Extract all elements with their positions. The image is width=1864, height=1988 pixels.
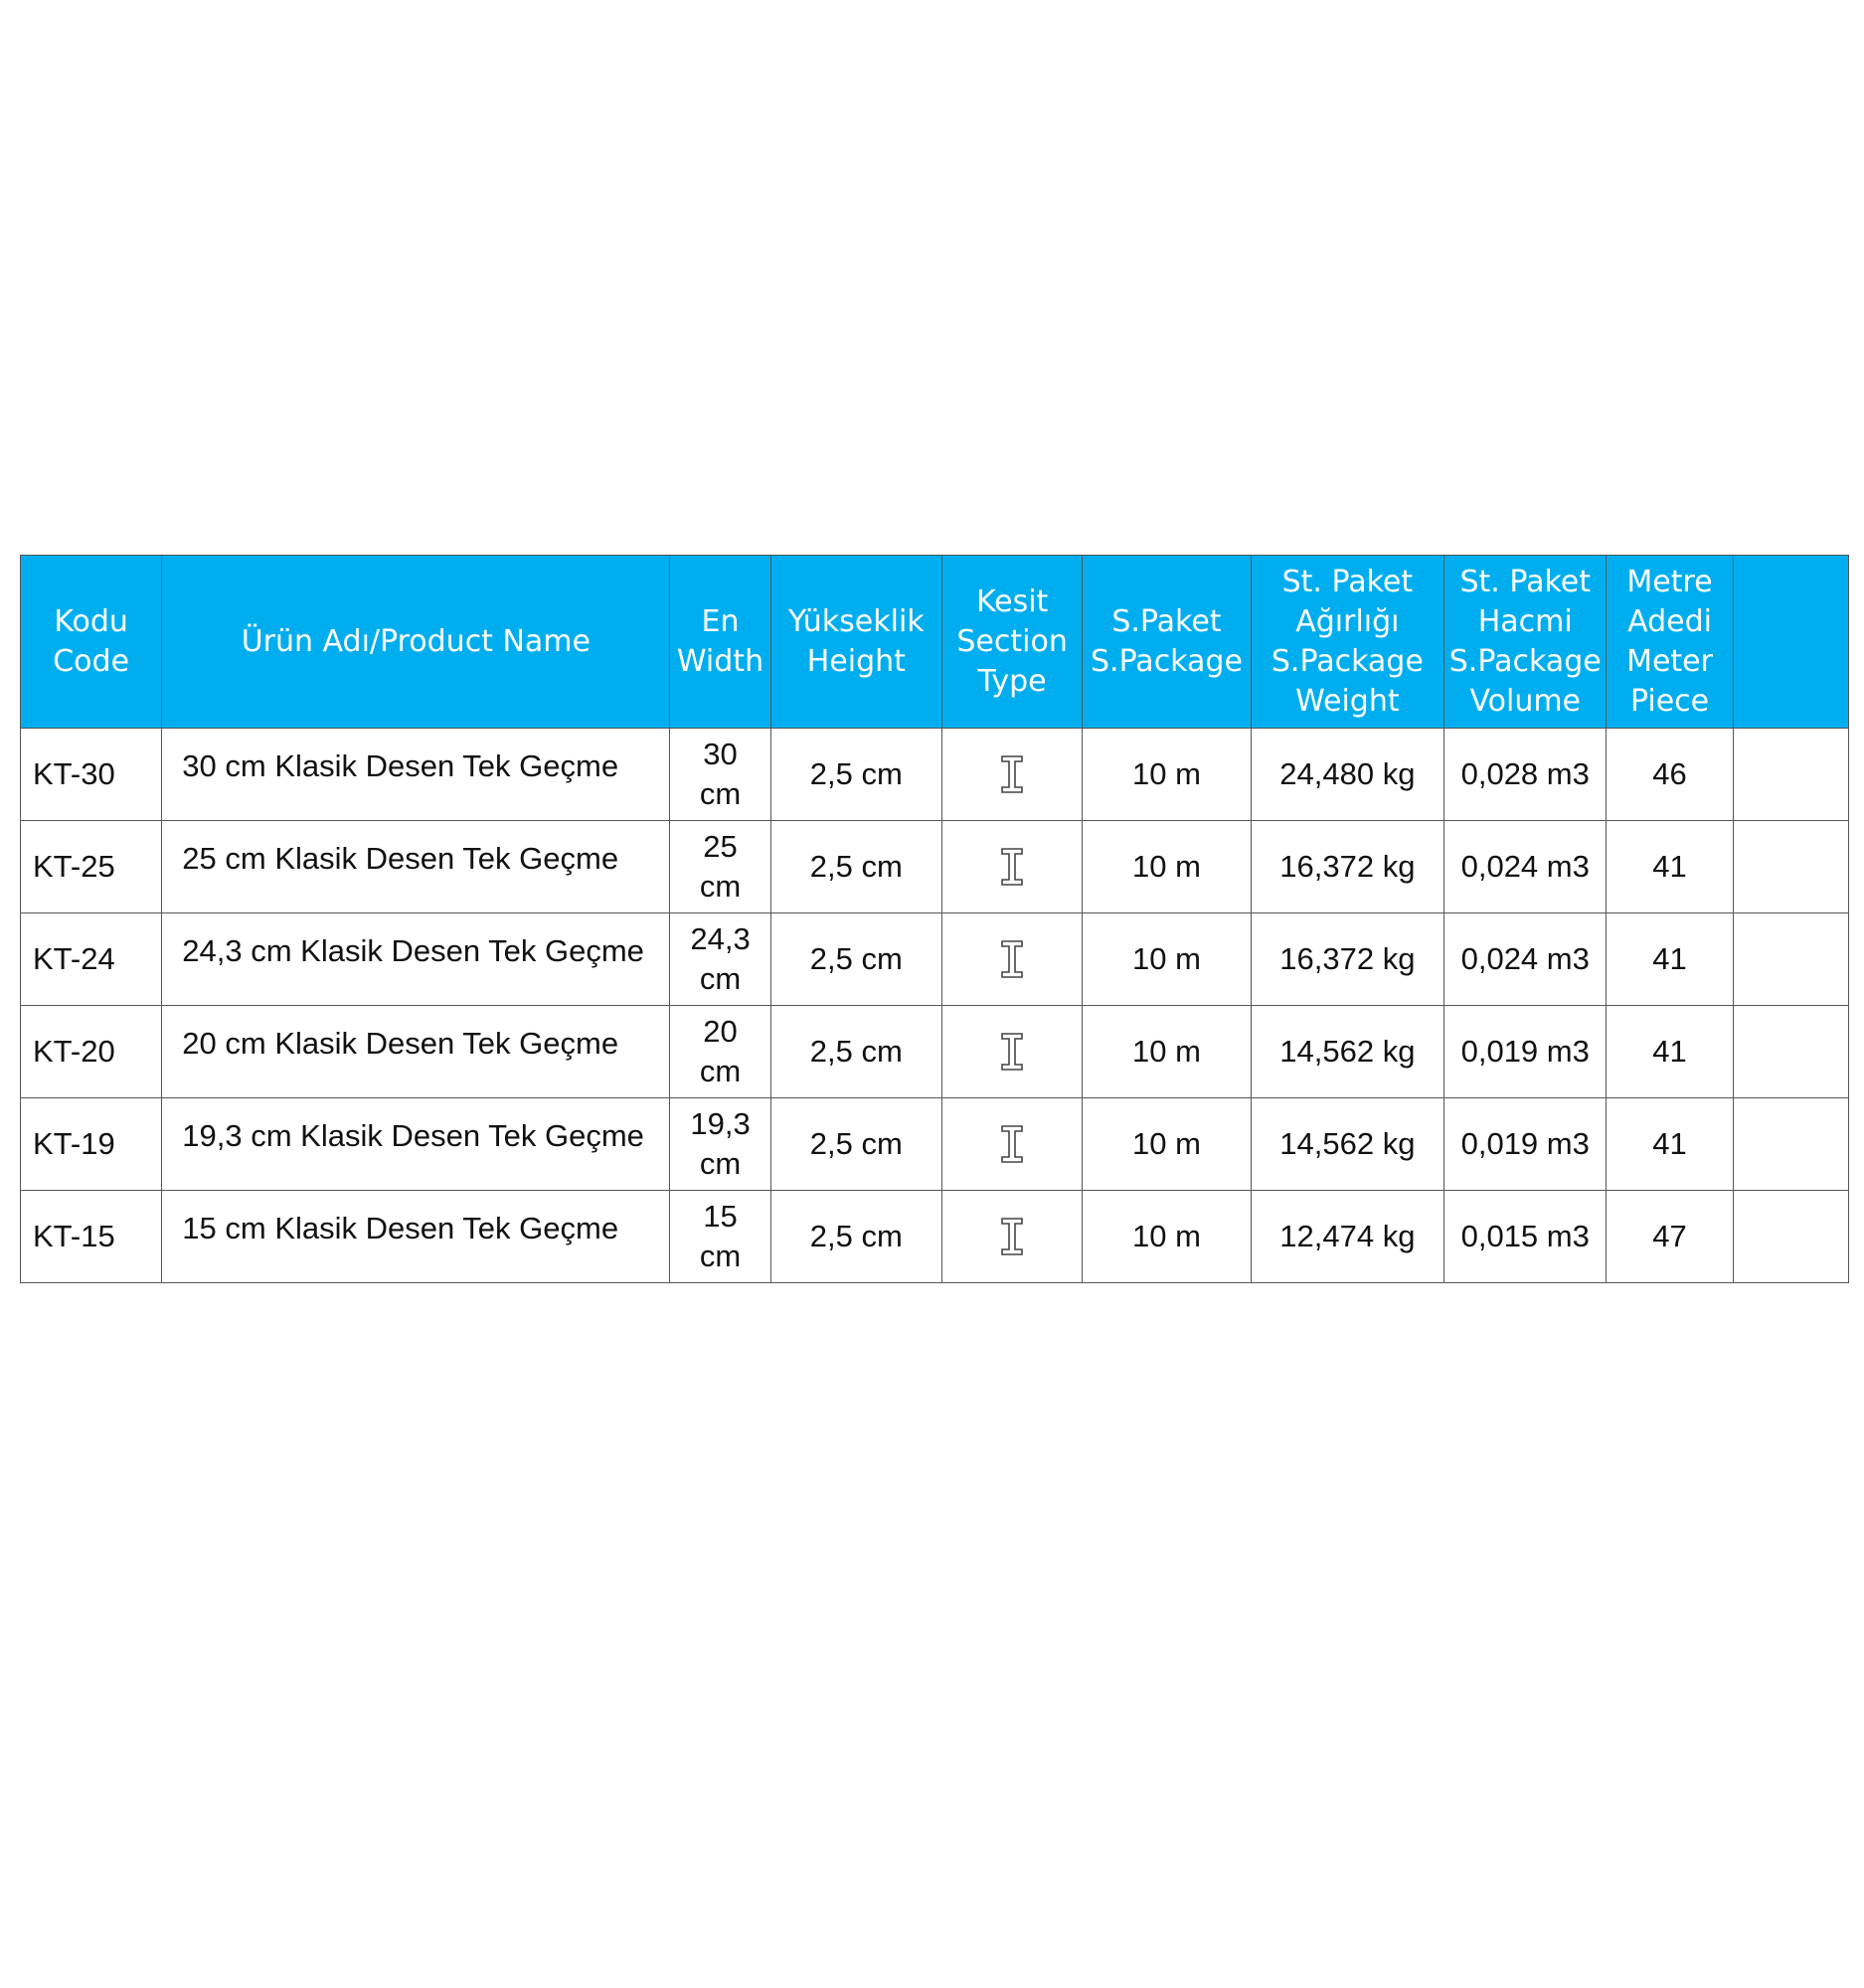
product-name: 15 cm Klasik Desen Tek Geçme (162, 1191, 670, 1283)
header-package-line: S.Paket (1111, 603, 1222, 639)
header-package-weight-line: St. Paket (1281, 564, 1414, 599)
product-name: 19,3 cm Klasik Desen Tek Geçme (162, 1098, 670, 1191)
product-height: 2,5 cm (770, 1191, 941, 1283)
header-section-type (941, 556, 1082, 729)
product-meter-pieces: 41 (1607, 821, 1733, 913)
product-package-weight: 24,480 kg (1251, 729, 1443, 821)
product-height: 2,5 cm (770, 821, 941, 913)
empty-cell (1733, 729, 1848, 821)
empty-cell (1733, 1098, 1848, 1191)
product-section (941, 729, 1082, 821)
header-code-line: Kodu (54, 603, 128, 639)
product-width-value: 24,3 (690, 921, 751, 956)
header-package-volume (1444, 556, 1607, 729)
product-width-value: 15 (703, 1199, 738, 1234)
product-section (941, 1191, 1082, 1283)
product-width-value: 30 (703, 737, 738, 771)
table-row (21, 1191, 1849, 1283)
header-height (770, 556, 941, 729)
product-package-weight: 14,562 kg (1251, 1006, 1443, 1098)
header-section-line: Section (956, 623, 1068, 659)
product-meter-pieces: 47 (1607, 1191, 1733, 1283)
table-body (21, 729, 1849, 1283)
product-height: 2,5 cm (770, 729, 941, 821)
product-meter-pieces: 41 (1607, 1006, 1733, 1098)
header-package-weight-line: Weight (1295, 683, 1400, 719)
product-package-length: 10 m (1083, 1098, 1251, 1191)
header-height-line: Height (806, 643, 906, 679)
header-height-line: Yükseklik (787, 603, 925, 639)
header-section-line: Kesit (975, 583, 1049, 619)
i-beam-profile-icon (999, 754, 1025, 794)
header-meter-piece-line: Metre (1626, 564, 1713, 599)
table-row (21, 913, 1849, 1006)
i-beam-profile-icon (999, 1217, 1025, 1256)
product-width-unit: cm (699, 869, 742, 904)
product-width-unit: cm (699, 1239, 742, 1273)
header-package-volume-line: St. Paket (1459, 564, 1591, 599)
i-beam-profile-icon (999, 939, 1025, 979)
product-meter-pieces: 46 (1607, 729, 1733, 821)
header-width (670, 556, 770, 729)
product-package-volume: 0,015 m3 (1444, 1191, 1607, 1283)
product-package-volume: 0,019 m3 (1444, 1098, 1607, 1191)
product-name: 25 cm Klasik Desen Tek Geçme (162, 821, 670, 913)
product-code: KT-25 (21, 821, 162, 913)
product-width (670, 913, 770, 1006)
product-width-unit: cm (699, 961, 742, 996)
product-width-value: 19,3 (690, 1106, 751, 1141)
header-package-volume-line: S.Package (1448, 643, 1602, 679)
product-height: 2,5 cm (770, 1006, 941, 1098)
header-package (1083, 556, 1251, 729)
product-meter-pieces: 41 (1607, 1098, 1733, 1191)
empty-cell (1733, 1191, 1848, 1283)
product-name: 20 cm Klasik Desen Tek Geçme (162, 1006, 670, 1098)
header-product-name-line: Ürün Adı/Product Name (241, 623, 591, 659)
product-code: KT-19 (21, 1098, 162, 1191)
product-width-value: 20 (703, 1014, 738, 1049)
table-row (21, 729, 1849, 821)
product-width-unit: cm (699, 1146, 742, 1181)
empty-cell (1733, 913, 1848, 1006)
empty-cell (1733, 821, 1848, 913)
product-section (941, 1098, 1082, 1191)
product-width (670, 1006, 770, 1098)
header-package-weight-line: S.Package (1271, 643, 1424, 679)
product-width-value: 25 (703, 829, 738, 864)
product-name: 30 cm Klasik Desen Tek Geçme (162, 729, 670, 821)
product-width (670, 821, 770, 913)
product-package-weight: 12,474 kg (1251, 1191, 1443, 1283)
header-code-line: Code (53, 643, 130, 679)
header-package-volume-line: Volume (1469, 683, 1582, 719)
header-section-line: Type (977, 663, 1047, 699)
product-section (941, 821, 1082, 913)
header-package-weight-line: Ağırlığı (1295, 603, 1400, 639)
table-header-row (21, 556, 1849, 729)
i-beam-profile-icon (999, 1124, 1025, 1164)
table-row (21, 1098, 1849, 1191)
product-width (670, 1191, 770, 1283)
product-width (670, 1098, 770, 1191)
product-code: KT-15 (21, 1191, 162, 1283)
product-width-unit: cm (699, 1054, 742, 1088)
header-code (21, 556, 162, 729)
product-spec-table (20, 555, 1849, 1283)
product-section (941, 1006, 1082, 1098)
product-package-length: 10 m (1083, 729, 1251, 821)
product-section (941, 913, 1082, 1006)
product-package-volume: 0,024 m3 (1444, 821, 1607, 913)
header-product-name (162, 556, 670, 729)
product-meter-pieces: 41 (1607, 913, 1733, 1006)
product-width (670, 729, 770, 821)
header-width-line: En (701, 603, 740, 639)
product-package-weight: 16,372 kg (1251, 821, 1443, 913)
product-package-length: 10 m (1083, 913, 1251, 1006)
table-row (21, 821, 1849, 913)
header-width-line: Width (676, 643, 764, 679)
product-height: 2,5 cm (770, 913, 941, 1006)
product-package-volume: 0,019 m3 (1444, 1006, 1607, 1098)
header-meter-piece-line: Adedi (1627, 603, 1712, 639)
product-package-weight: 16,372 kg (1251, 913, 1443, 1006)
product-package-length: 10 m (1083, 821, 1251, 913)
i-beam-profile-icon (999, 1032, 1025, 1072)
i-beam-profile-icon (999, 847, 1025, 887)
header-package-line: S.Package (1090, 643, 1243, 679)
header-empty (1733, 556, 1848, 729)
product-code: KT-30 (21, 729, 162, 821)
product-width-unit: cm (699, 776, 742, 811)
product-code: KT-24 (21, 913, 162, 1006)
header-package-weight (1251, 556, 1443, 729)
product-name: 24,3 cm Klasik Desen Tek Geçme (162, 913, 670, 1006)
product-package-weight: 14,562 kg (1251, 1098, 1443, 1191)
product-height: 2,5 cm (770, 1098, 941, 1191)
product-package-length: 10 m (1083, 1006, 1251, 1098)
table-row (21, 1006, 1849, 1098)
product-package-length: 10 m (1083, 1191, 1251, 1283)
empty-cell (1733, 1006, 1848, 1098)
product-code: KT-20 (21, 1006, 162, 1098)
header-meter-piece-line: Piece (1629, 683, 1710, 719)
product-package-volume: 0,028 m3 (1444, 729, 1607, 821)
product-package-volume: 0,024 m3 (1444, 913, 1607, 1006)
header-meter-piece (1607, 556, 1733, 729)
header-package-volume-line: Hacmi (1477, 603, 1573, 639)
header-meter-piece-line: Meter (1626, 643, 1713, 679)
